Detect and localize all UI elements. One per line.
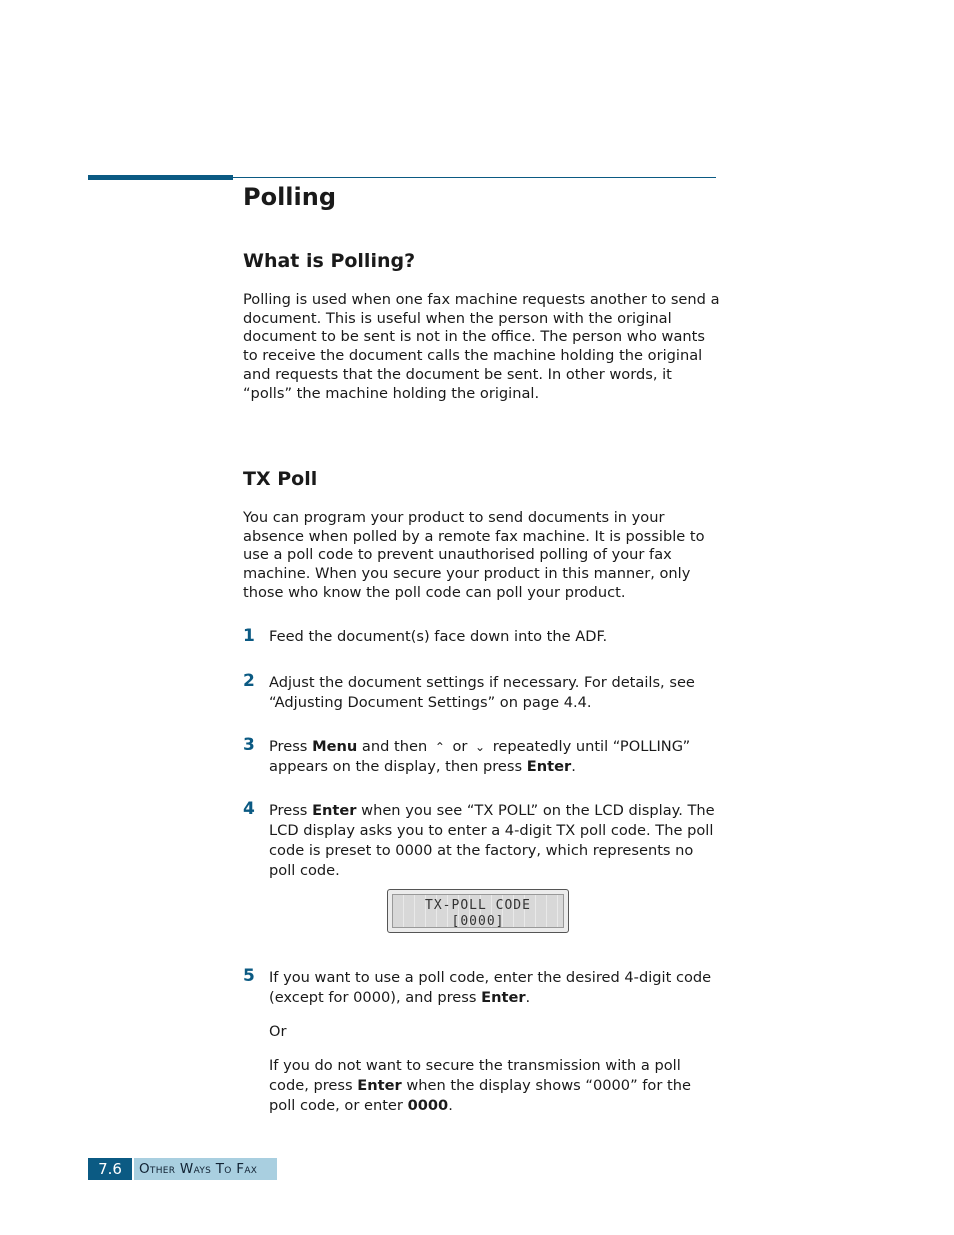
or-text: Or xyxy=(269,1023,287,1040)
section-heading-what-is-polling: What is Polling? xyxy=(243,250,416,272)
lcd-line-1: TX-POLL CODE xyxy=(425,898,531,913)
lcd-display xyxy=(387,889,569,933)
down-arrow-icon: ⌄ xyxy=(475,740,486,754)
section-heading-tx-poll: TX Poll xyxy=(243,468,318,490)
step-number: 2 xyxy=(243,671,255,691)
section-body-tx-poll: You can program your product to send documents in your absence when polled by a remote fax machine. It is possible to use a poll code to prevent unauthorised polling of your fax machine. When you secure your product in this manner, only those who know the poll code can poll your product. xyxy=(243,509,705,601)
header-rule-thin xyxy=(233,177,716,178)
step-text: Adjust the document settings if necessary. For details, see “Adjusting Document Settings” on page 4.4. xyxy=(269,674,695,711)
enter-key-label: Enter xyxy=(481,989,526,1006)
step-number: 3 xyxy=(243,735,255,755)
alternative-text: If you do not want to secure the transmission with a poll code, press Enter when the display shows “0000” for the poll code, or enter 0000. xyxy=(269,1057,691,1114)
step-number: 4 xyxy=(243,799,255,819)
section-body-what-is-polling: Polling is used when one fax machine requests another to send a document. This is useful when the person with the original document to be sent is not in the office. The person who wants to receive the document calls the machine holding the original and requests that the document be sent. In other words, it “polls” the machine holding the original. xyxy=(243,291,720,402)
step-number: 1 xyxy=(243,626,255,646)
step-number: 5 xyxy=(243,966,255,986)
code-0000-label: 0000 xyxy=(407,1097,449,1114)
lcd-line-2: [0000] xyxy=(451,914,505,929)
enter-key-label: Enter xyxy=(312,802,357,819)
step-text: If you want to use a poll code, enter the desired 4-digit code (except for 0000), and press Enter. xyxy=(269,969,712,1006)
lcd-screen xyxy=(392,894,564,928)
page-title: Polling xyxy=(243,183,337,211)
footer-page-number: 7.6 xyxy=(88,1158,132,1180)
enter-key-label: Enter xyxy=(526,758,572,775)
step-text: Press Enter when you see “TX POLL” on the LCD display. The LCD display asks you to enter a 4-digit TX poll code. The poll code is preset to 0000 at the factory, which represents no poll code. xyxy=(269,802,715,879)
step-text: Feed the document(s) face down into the ADF. xyxy=(269,628,608,645)
menu-key-label: Menu xyxy=(312,738,358,755)
enter-key-label: Enter xyxy=(357,1077,402,1094)
footer-chapter-title: Other Ways To Fax xyxy=(134,1158,277,1180)
up-arrow-icon: ⌃ xyxy=(434,740,445,754)
header-rule-thick xyxy=(88,175,233,180)
step-text: Press Menu and then ⌃ or ⌄ repeatedly until “POLLING” appears on the display, then press Enter. xyxy=(269,738,691,775)
